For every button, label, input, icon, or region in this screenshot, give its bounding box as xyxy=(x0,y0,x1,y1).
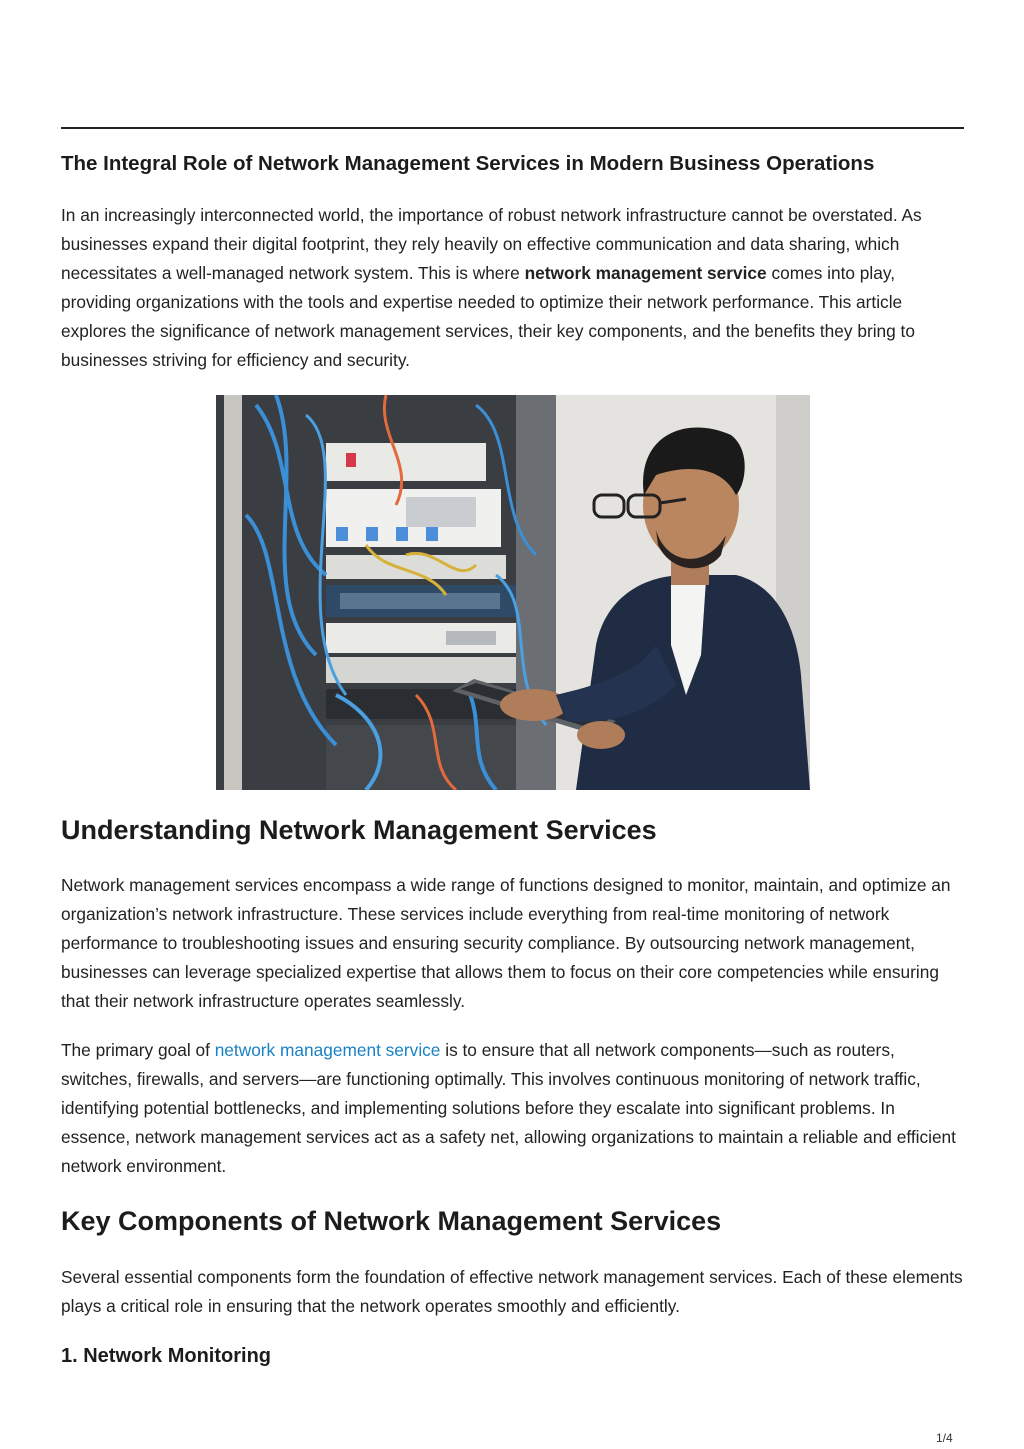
section2-paragraph-1: Several essential components form the foundation of effective network management services. Each of these elements plays a critical role in ensuring that the network operates smoothly and efficiently. xyxy=(61,1267,963,1316)
intro-paragraph xyxy=(61,201,966,375)
para2-text-before: The primary goal of xyxy=(61,1040,215,1060)
section1-paragraph-2 xyxy=(61,1036,966,1181)
intro-text-after: comes into play, providing organizations with the tools and expertise needed to optimize their network performance. This article explores the significance of network management services, their key components, and the benefits they bring to businesses striving for efficiency and security. xyxy=(61,263,915,370)
article-title: The Integral Role of Network Management Services in Modern Business Operations xyxy=(61,152,875,175)
subheading-network-monitoring: 1. Network Monitoring xyxy=(61,1345,271,1367)
network-management-service-link[interactable]: network management service xyxy=(214,1040,441,1060)
section-heading-understanding: Understanding Network Management Services xyxy=(61,815,657,845)
top-divider xyxy=(61,127,964,129)
server-rack-photo xyxy=(216,395,810,790)
intro-bold-term: network management service xyxy=(524,263,767,283)
para2-text-after: is to ensure that all network components—such as routers, switches, firewalls, and servers—are functioning optimally. This involves continuous monitoring of network traffic, identifying potential bottlenecks, and implementing solutions before they escalate into significant problems. In essence, network management services act as a safety net, allowing organizations to maintain a reliable and efficient network environment. xyxy=(61,1040,956,1176)
section1-paragraph-1: Network management services encompass a wide range of functions designed to monitor, maintain, and optimize an organization’s network infrastructure. These services include everything from real-time monitoring of network performance to troubleshooting issues and ensuring security compliance. By outsourcing network management, businesses can leverage specialized expertise that allows them to focus on their core competencies while ensuring that their network infrastructure operates seamlessly. xyxy=(61,875,951,1011)
section-heading-key-components: Key Components of Network Management Services xyxy=(61,1206,722,1236)
intro-text-before: In an increasingly interconnected world, the importance of robust network infrastructure cannot be overstated. As businesses expand their digital footprint, they rely heavily on effective communication and data sharing, which necessitates a well-managed network system. This is where xyxy=(61,205,922,283)
page-number: 1/4 xyxy=(936,1431,953,1445)
